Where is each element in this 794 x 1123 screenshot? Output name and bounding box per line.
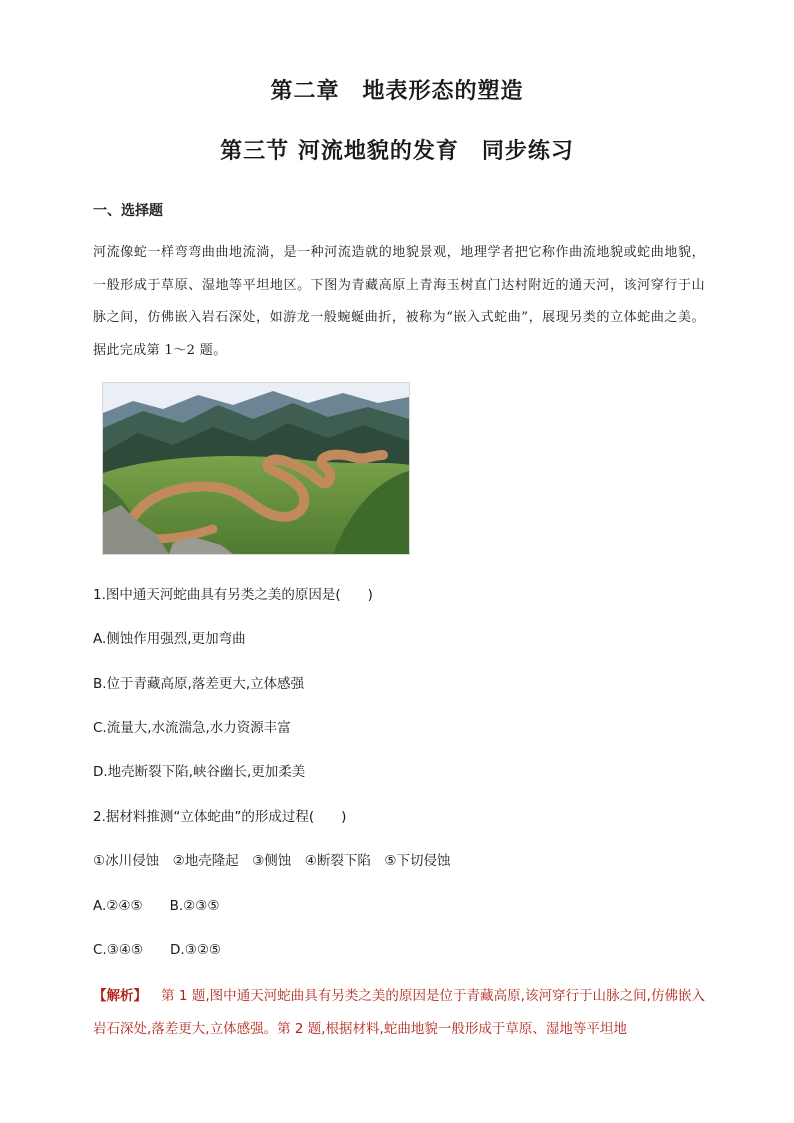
intro-paragraph: 河流像蛇一样弯弯曲曲地流淌，是一种河流造就的地貌景观，地理学者把它称作曲流地貌或蛇曲地貌，一般形成于草原、湿地等平坦地区。下图为青藏高原上青海玉树直门达村附近的通天河，该河穿行于山脉之间，仿佛嵌入岩石深处，如游龙一般蜿蜒曲折，被称为“嵌入式蛇曲”，展现另类的立体蛇曲之美。据此完成第 1～2 题。: [93, 245, 705, 358]
river-meander-photo: [102, 382, 410, 555]
q2-choices-line: ①冰川侵蚀 ②地壳隆起 ③侧蚀 ④断裂下陷 ⑤下切侵蚀: [93, 853, 451, 869]
q1-option-a: A.侧蚀作用强烈,更加弯曲: [93, 631, 246, 647]
analysis-tag: 【解析】: [93, 988, 148, 1004]
q1-option-d: D.地壳断裂下陷,峡谷幽长,更加柔美: [93, 764, 306, 780]
section-title: 第三节 河流地貌的发育 同步练习: [220, 138, 574, 164]
q1-option-c: C.流量大,水流湍急,水力资源丰富: [93, 720, 291, 736]
q2-options-row-2: C.③④⑤ D.③②⑤: [93, 942, 222, 958]
meander-landscape-illustration: [103, 383, 409, 554]
q1-option-b: B.位于青藏高原,落差更大,立体感强: [93, 676, 305, 692]
q2-options-row-1: A.②④⑤ B.②③⑤: [93, 898, 220, 914]
chapter-title: 第二章 地表形态的塑造: [270, 78, 524, 104]
section-heading: 一、选择题: [93, 203, 163, 219]
analysis-paragraph: [93, 980, 705, 1046]
analysis-text: 第 1 题,图中通天河蛇曲具有另类之美的原因是位于青藏高原,该河穿行于山脉之间,仿佛嵌入岩石深处,落差更大,立体感强。第 2 题,根据材料,蛇曲地貌一般形成于草原、湿地等平坦地: [93, 988, 706, 1037]
question-1-stem: 1.图中通天河蛇曲具有另类之美的原因是( ): [93, 587, 373, 603]
question-2-stem: 2.据材料推测“立体蛇曲”的形成过程( ): [93, 809, 347, 825]
